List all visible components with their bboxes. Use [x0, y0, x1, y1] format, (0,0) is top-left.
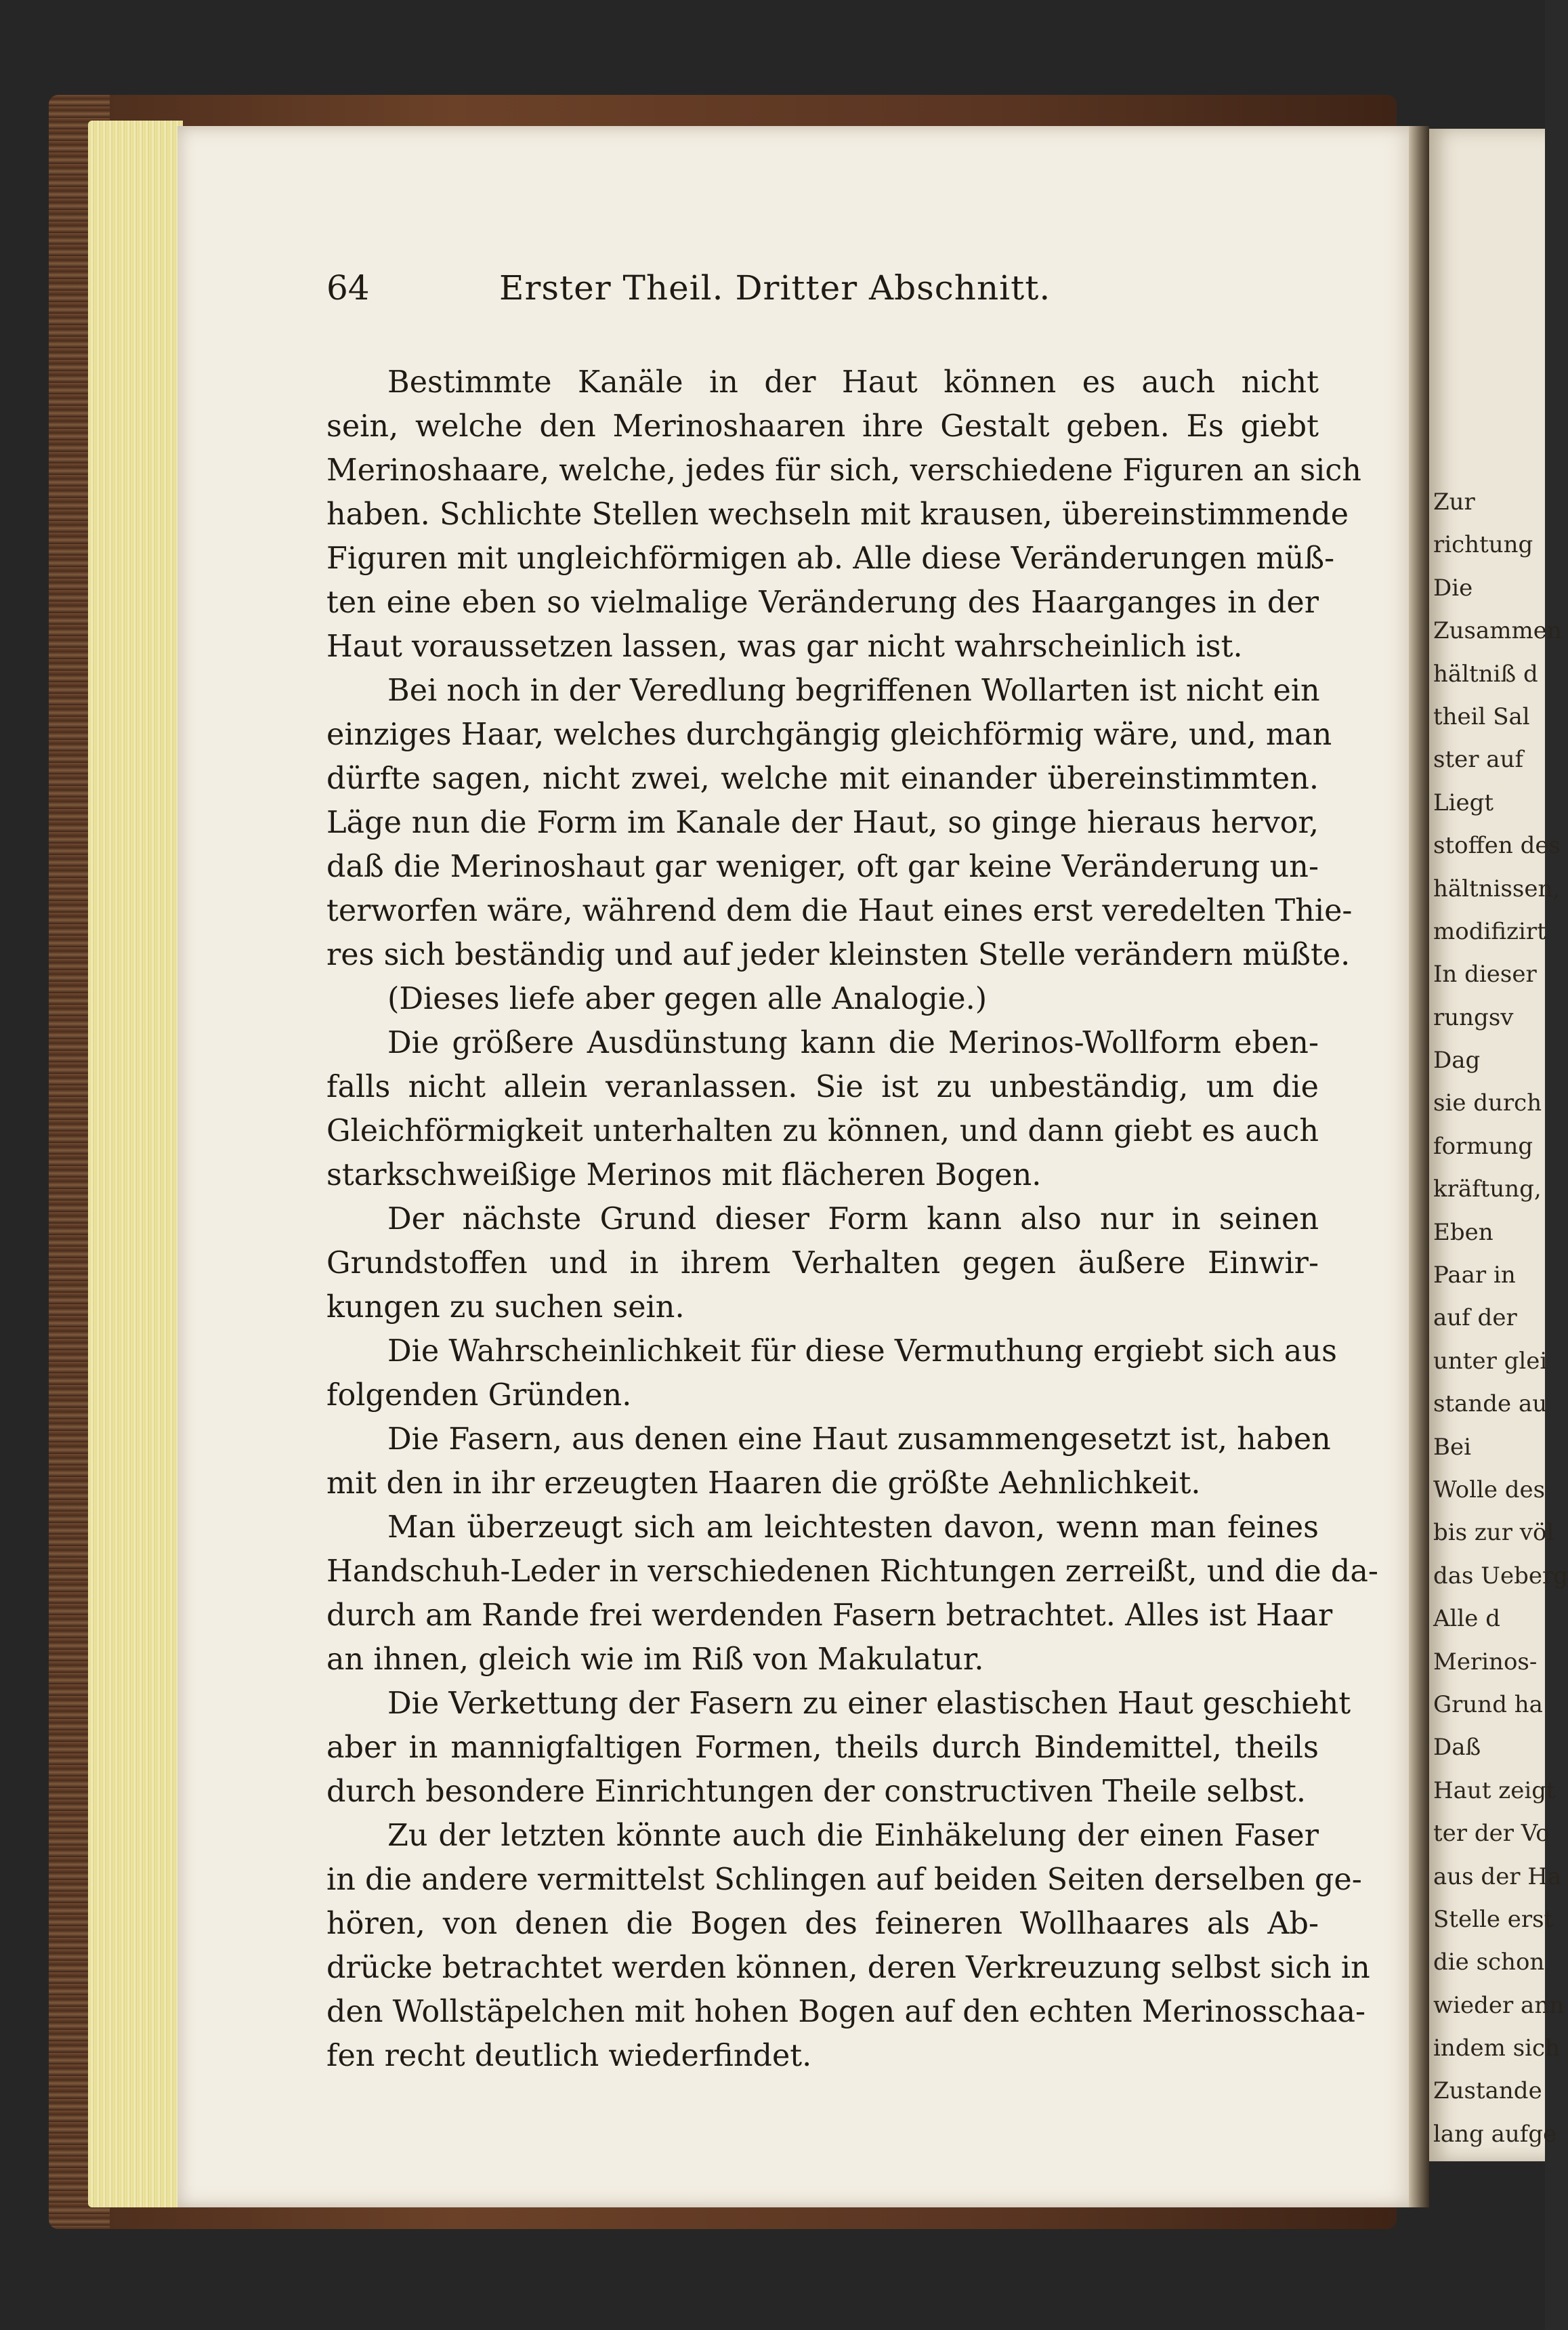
facing-page-line: auf der — [1433, 1304, 1517, 1332]
text-line: Zu der letzten könnte auch die Einhäkelung der einen Faser — [387, 1818, 1319, 1853]
text-line: sein, welche den Merinoshaaren ihre Gestalt geben. Es giebt — [326, 409, 1319, 444]
text-line: durch am Rande frei werdenden Fasern betrachtet. Alles ist Haar — [326, 1598, 1333, 1633]
facing-page — [1425, 129, 1568, 2161]
text-line: an ihnen, gleich wie im Riß von Makulatur. — [326, 1642, 984, 1677]
facing-page-line: bis zur völ — [1433, 1519, 1554, 1547]
text-line: Die größere Ausdünstung kann die Merinos-Wollform eben- — [387, 1026, 1319, 1060]
facing-page-line: hältnissen, — [1433, 875, 1561, 902]
facing-page-line: Daß — [1433, 1734, 1481, 1762]
facing-page-line: In dieser — [1433, 961, 1537, 989]
text-line: mit den in ihr erzeugten Haaren die größte Aehnlichkeit. — [326, 1466, 1201, 1501]
text-line: starkschweißige Merinos mit flächeren Bogen. — [326, 1158, 1042, 1192]
text-line: fen recht deutlich wiederfindet. — [326, 2039, 812, 2073]
text-line: Die Verkettung der Fasern zu einer elastischen Haut geschieht — [387, 1686, 1351, 1721]
facing-page-line: modifizirt — [1433, 917, 1546, 945]
page-header — [326, 268, 1160, 323]
facing-page-line: kräftung, — [1433, 1176, 1542, 1203]
facing-page-line: Liegt — [1433, 789, 1494, 816]
text-line: drücke betrachtet werden können, deren Verkreuzung selbst sich in — [326, 1951, 1370, 1985]
text-line: falls nicht allein veranlassen. Sie ist zu unbeständig, um die — [326, 1070, 1319, 1104]
facing-page-line: theil Sal — [1433, 703, 1530, 730]
text-line: dürfte sagen, nicht zwei, welche mit einander übereinstimmten. — [326, 762, 1319, 796]
facing-page-line: Paar in — [1433, 1262, 1516, 1289]
facing-page-line: das Ueberg — [1433, 1562, 1568, 1589]
text-line: hören, von denen die Bogen des feineren Wollhaares als Ab- — [326, 1907, 1319, 1941]
facing-page-line: Zustande — [1433, 2077, 1542, 2105]
text-line: Läge nun die Form im Kanale der Haut, so ginge hieraus hervor, — [326, 806, 1319, 840]
facing-page-line: stande au — [1433, 1390, 1548, 1418]
text-line: haben. Schlichte Stellen wechseln mit krausen, übereinstimmende — [326, 497, 1349, 532]
text-line: Man überzeugt sich am leichtesten davon, wenn man feines — [387, 1510, 1319, 1545]
text-line: Handschuh-Leder in verschiedenen Richtungen zerreißt, und die da- — [326, 1554, 1378, 1589]
facing-page-line: Haut zeigt — [1433, 1776, 1556, 1804]
facing-page-line: formung — [1433, 1132, 1533, 1160]
facing-page-line: wieder ann — [1433, 1991, 1565, 2019]
text-line: kungen zu suchen sein. — [326, 1290, 685, 1325]
facing-page-line: Bei — [1433, 1433, 1471, 1461]
facing-page-line: hältniß d — [1433, 660, 1538, 688]
facing-page-text — [1433, 481, 1568, 2156]
text-line: Der nächste Grund dieser Form kann also nur in seinen — [387, 1202, 1319, 1236]
text-line: ten eine eben so vielmalige Veränderung des Haarganges in der — [326, 585, 1319, 620]
facing-page-line: indem sich — [1433, 2035, 1560, 2062]
facing-page-line: Merinos- — [1433, 1648, 1538, 1676]
text-line: folgenden Gründen. — [326, 1378, 632, 1413]
text-line: Gleichförmigkeit unterhalten zu können, und dann giebt es auch — [326, 1114, 1319, 1148]
page-number: 64 — [326, 268, 370, 308]
facing-page-line: Die — [1433, 574, 1473, 602]
facing-page-line: ter der Vo — [1433, 1820, 1550, 1848]
text-line: Grundstoffen und in ihrem Verhalten gegen äußere Einwir- — [326, 1246, 1319, 1281]
running-head: Erster Theil. Dritter Abschnitt. — [499, 268, 1051, 308]
text-line: Die Wahrscheinlichkeit für diese Vermuthung ergiebt sich aus — [387, 1334, 1337, 1369]
facing-page-line: richtung — [1433, 531, 1533, 559]
text-line: einziges Haar, welches durchgängig gleichförmig wäre, und, man — [326, 717, 1332, 752]
text-line: Haut voraussetzen lassen, was gar nicht wahrscheinlich ist. — [326, 629, 1243, 664]
facing-page-line: Wolle des — [1433, 1476, 1546, 1503]
facing-page-line: stoffen des — [1433, 832, 1561, 860]
facing-page-line: Zur — [1433, 488, 1475, 516]
facing-page-line: sie durch — [1433, 1089, 1542, 1117]
text-line: terworfen wäre, während dem die Haut eines erst veredelten Thie- — [326, 894, 1353, 928]
text-line: Bestimmte Kanäle in der Haut können es auch nicht — [387, 365, 1319, 400]
facing-page-line: unter glei — [1433, 1347, 1548, 1375]
text-line: daß die Merinoshaut gar weniger, oft gar keine Veränderung un- — [326, 850, 1319, 884]
facing-page-line: rungsv — [1433, 1003, 1514, 1031]
text-line: res sich beständig und auf jeder kleinsten Stelle verändern müßte. — [326, 938, 1351, 972]
facing-page-line: die schon — [1433, 1949, 1545, 1976]
facing-page-line: Grund ha — [1433, 1690, 1543, 1718]
facing-page-line: ster auf — [1433, 746, 1524, 774]
facing-page-line: Alle d — [1433, 1605, 1500, 1633]
page-edges — [88, 121, 183, 2207]
facing-page-line: lang aufge — [1433, 2120, 1557, 2148]
facing-page-line: Dag — [1433, 1047, 1481, 1075]
text-line: in die andere vermittelst Schlingen auf beiden Seiten derselben ge- — [326, 1863, 1362, 1897]
facing-page-line: aus der Ha — [1433, 1863, 1562, 1890]
text-line: aber in mannigfaltigen Formen, theils durch Bindemittel, theils — [326, 1730, 1319, 1765]
facing-page-line: Zusammen — [1433, 617, 1562, 645]
text-line: Die Fasern, aus denen eine Haut zusammengesetzt ist, haben — [387, 1422, 1331, 1457]
text-line: den Wollstäpelchen mit hohen Bogen auf den echten Merinosschaa- — [326, 1995, 1366, 2029]
text-line: (Dieses liefe aber gegen alle Analogie.) — [387, 982, 988, 1016]
text-line: durch besondere Einrichtungen der constructiven Theile selbst. — [326, 1774, 1307, 1809]
text-line: Bei noch in der Veredlung begriffenen Wollarten ist nicht ein — [387, 673, 1320, 708]
text-line: Merinoshaare, welche, jedes für sich, verschiedene Figuren an sich — [326, 453, 1361, 488]
facing-page-line: Eben — [1433, 1218, 1493, 1246]
facing-page-line: Stelle erst — [1433, 1905, 1554, 1933]
book-gutter — [1409, 126, 1429, 2207]
text-line: Figuren mit ungleichförmigen ab. Alle diese Veränderungen müß- — [326, 541, 1335, 576]
body-text — [326, 360, 1378, 2078]
